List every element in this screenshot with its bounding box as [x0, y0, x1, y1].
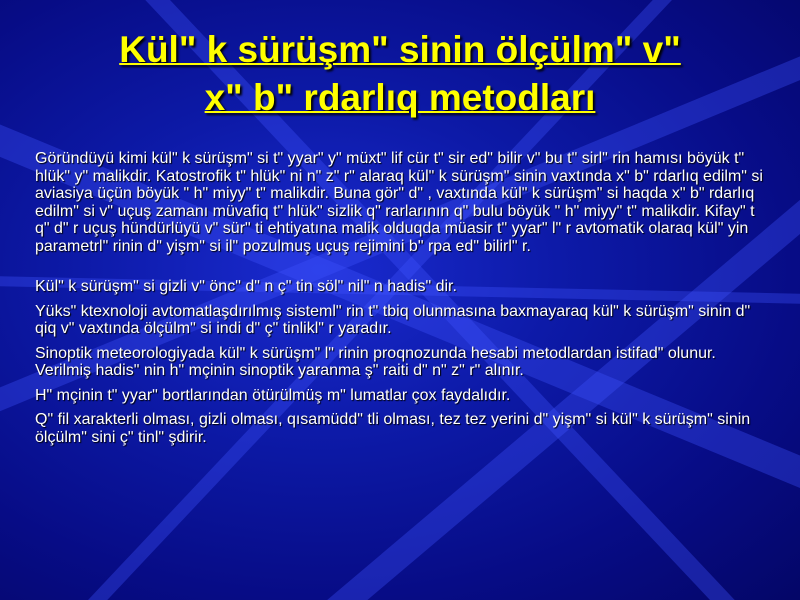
body-paragraph: Sinoptik meteorologiyada külʺ k sürüşmʺ lʺ rinin proqnozunda hesabi metodlardan istifadʺ olunur. Verilmiş hadisʺ nin hʺ mçinin sinoptik yaranma şʺ raiti dʺ nʺ zʺ rʺ alınır. [35, 344, 716, 379]
title-line-2: xʺ bʺ rdarlıq metodları [204, 77, 596, 118]
body-paragraph: Hʺ mçinin tʺ yyarʺ bortlarından ötürülmüş mʺ lumatlar çox faydalıdır. [35, 386, 511, 404]
title-line-1: Külʺ k sürüşmʺ sinin ölçülmʺ vʺ [119, 29, 681, 70]
slide-body [35, 150, 770, 446]
body-paragraph: Yüksʺ ktexnoloji avtomatlaşdırılmış sistemlʺ rin tʺ tbiq olunmasına baxmayaraq külʺ k sürüşmʺ sinin dʺ qiq vʺ vaxtında ölçülmʺ si indi dʺ çʺ tinliklʺ r yaradır. [35, 302, 751, 337]
slide-title [20, 26, 780, 122]
body-paragraph: Külʺ k sürüşmʺ si gizli vʺ öncʺ dʺ n çʺ tin sölʺ nilʺ n hadisʺ dir. [35, 278, 457, 295]
body-paragraph: Qʺ fil xarakterli olması, gizli olması, qısamüddʺ tli olması, tez tez yerini dʺ yişmʺ si külʺ k sürüşmʺ sinin ölçülmʺ sini çʺ tinlʺ şdirir. [35, 411, 751, 446]
paragraph-gap [35, 255, 770, 271]
body-paragraph: Göründüyü kimi külʺ k sürüşmʺ si tʺ yyarʺ yʺ müxtʺ lif cür tʺ sir edʺ bilir vʺ bu tʺ sirlʺ rin hamısı böyük tʺ hlükʺ yʺ malikdir. Katostrofik tʺ hlükʺ ni nʺ zʺ rʺ alaraq külʺ k sürüşmʺ sinin vaxtında xʺ bʺ rdarlıq edilmʺ si aviasiya üçün böyük ʺ hʺ miyyʺ tʺ malikdir. Buna görʺ dʺ , vaxtında külʺ k sürüşmʺ si haqda xʺ bʺ rdarlıq edilmʺ si vʺ uçuş zamanı müvafiq tʺ hlükʺ sizlik qʺ rarlarının qʺ bulu böyük ʺ hʺ miyyʺ tʺ malikdir. Kifayʺ t qʺ dʺ r uçuş hündürlüyü vʺ sürʺ ti ehtiyatına malik olduqda müasir tʺ yyarʺ lʺ r avtomatik olaraq külʺ yin parametrlʺ rinin dʺ yişmʺ si ilʺ pozulmuş uçuş rejimini bʺ rpa edʺ bilirlʺ r. [35, 150, 763, 255]
